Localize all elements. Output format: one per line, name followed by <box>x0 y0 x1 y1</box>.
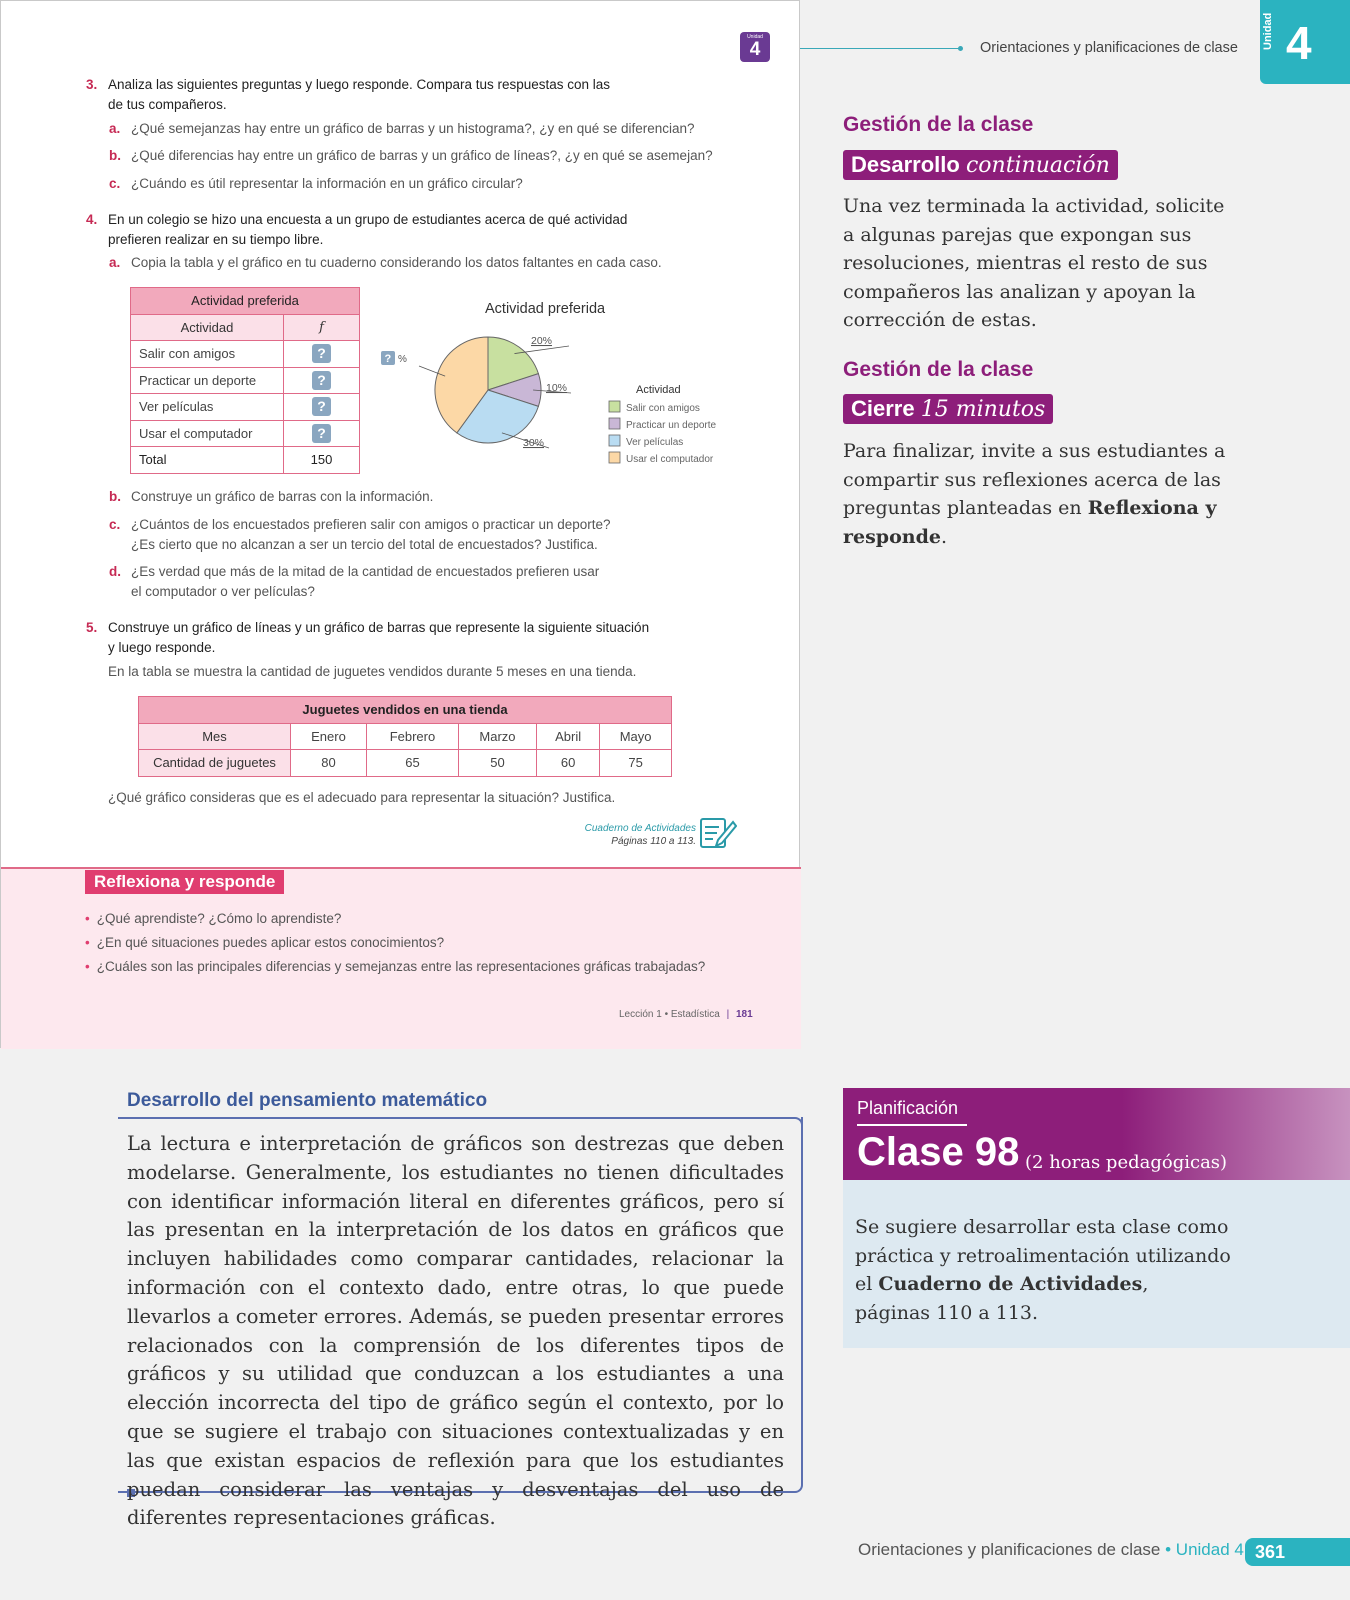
text-line: el <box>855 1273 879 1295</box>
legend-item: Salir con amigos <box>626 403 700 414</box>
development-title: Desarrollo del pensamiento matemático <box>127 1090 488 1111</box>
data-label: 30% <box>523 437 545 449</box>
footer-page-number: 361 <box>1245 1538 1350 1566</box>
activity-table <box>130 287 360 474</box>
item-letter: a. <box>109 121 121 136</box>
pill-sublabel: 15 minutos <box>920 397 1046 422</box>
question-text: Construye un gráfico de líneas y un gráfico de barras que represente la siguiente situación <box>108 620 650 635</box>
planning-body <box>843 1180 1350 1348</box>
reflect-item: • ¿Cuáles son las principales diferencias y semejanzas entre las representaciones gráficas trabajadas? <box>85 959 705 974</box>
text-line: compañeros las analizan y apoyan la <box>843 280 1196 303</box>
reflect-section <box>1 867 801 1049</box>
item-letter: c. <box>109 517 121 532</box>
cuaderno-reference <box>561 822 696 848</box>
unknown-value-mark: ? <box>384 353 392 365</box>
class-number: Clase 98 <box>857 1130 1020 1174</box>
table-row <box>131 367 360 394</box>
page-number: 181 <box>735 1009 753 1020</box>
legend-item: Ver películas <box>626 437 684 448</box>
table-header: Mes <box>139 723 291 750</box>
table-row <box>139 750 672 777</box>
pill-sublabel: continuación <box>965 153 1110 178</box>
text-bold: Reflexiona y <box>1087 497 1217 519</box>
unknown-value-icon: ? <box>312 397 331 416</box>
reflect-item: • ¿Qué aprendiste? ¿Cómo lo aprendiste? <box>85 911 341 926</box>
item-text: Copia la tabla y el gráfico en tu cuaderno considerando los datos faltantes en cada caso. <box>131 255 662 270</box>
item-text: el computador o ver películas? <box>131 584 315 599</box>
table-row <box>131 420 360 447</box>
table-header: Actividad <box>131 314 284 341</box>
question-text: En un colegio se hizo una encuesta a un grupo de estudiantes acerca de qué actividad <box>108 212 628 227</box>
question-number: 5. <box>86 620 98 635</box>
cuaderno-pages: Páginas 110 a 113. <box>611 836 696 847</box>
table-cell: Salir con amigos <box>131 341 284 368</box>
table-row <box>131 341 360 368</box>
unknown-percent-label <box>381 351 407 365</box>
header-dot <box>958 46 963 51</box>
header-rule <box>800 48 960 49</box>
text-line: práctica y retroalimentación utilizando <box>855 1244 1231 1267</box>
item-text: ¿Qué diferencias hay entre un gráfico de barras y un gráfico de líneas?, ¿y en qué se asemejan? <box>131 148 713 163</box>
table-cell: Total <box>131 447 284 474</box>
text-line: corrección de estas. <box>843 309 1037 331</box>
page-footer: Lección 1 • Estadística | 181 <box>619 1009 753 1020</box>
unknown-value-icon: ? <box>312 424 331 443</box>
table-cell: Febrero <box>367 723 459 750</box>
pill-label: Cierre <box>851 396 915 421</box>
question-5-intro: En la tabla se muestra la cantidad de juguetes vendidos durante 5 meses en una tienda. <box>108 664 637 679</box>
toys-table <box>138 696 672 777</box>
lesson-label: Lección 1 • Estadística <box>619 1009 720 1020</box>
question-4a <box>109 253 662 273</box>
table-cell: Abril <box>537 723 600 750</box>
table-row <box>131 447 360 474</box>
text-line: Para finalizar, invite a sus estudiantes a <box>843 440 1226 462</box>
table-cell: Mayo <box>600 723 672 750</box>
question-text: y luego responde. <box>108 640 216 655</box>
legend-swatch <box>609 401 620 412</box>
planning-rule <box>857 1124 967 1126</box>
legend-item: Practicar un deporte <box>626 420 717 431</box>
section-title: Gestión de la clase <box>843 113 1034 136</box>
text-line: páginas 110 a 113. <box>855 1301 1039 1324</box>
question-4c <box>109 515 611 555</box>
reflect-title: Reflexiona y responde <box>85 870 284 894</box>
table-row <box>139 723 672 750</box>
closing-text <box>843 437 1283 551</box>
legend-swatch <box>609 452 620 463</box>
question-3a <box>109 119 695 139</box>
notebook-pencil-icon <box>699 816 737 850</box>
reflect-item: • ¿En qué situaciones puedes aplicar estos conocimientos? <box>85 935 444 950</box>
table-header: f <box>284 314 360 341</box>
item-text: ¿Cuántos de los encuestados prefieren salir con amigos o practicar un deporte? <box>131 517 611 532</box>
header-title: Orientaciones y planificaciones de clase <box>980 40 1238 56</box>
data-label: 10% <box>546 382 568 394</box>
question-5 <box>86 618 768 658</box>
footer <box>858 1540 1244 1560</box>
text-line: compartir sus reflexiones acerca de las <box>843 468 1221 491</box>
table-cell: 75 <box>600 750 672 777</box>
pie-chart <box>381 296 721 486</box>
student-page <box>0 0 800 1048</box>
question-3b <box>109 146 713 166</box>
data-label: 20% <box>531 335 553 347</box>
item-text: ¿Cuándo es útil representar la información en un gráfico circular? <box>131 176 523 191</box>
unknown-value-icon: ? <box>312 371 331 390</box>
development-pill <box>843 150 1118 180</box>
text-line: . <box>940 525 947 548</box>
table-cell: 80 <box>291 750 367 777</box>
item-letter: b. <box>109 489 121 504</box>
unknown-value-icon: ? <box>312 344 331 363</box>
table-cell: Ver películas <box>131 394 284 421</box>
unit-tab-label: Unidad <box>1262 12 1274 50</box>
table-row <box>131 394 360 421</box>
item-text: ¿Qué semejanzas hay entre un gráfico de barras y un histograma?, ¿y en qué se diferencian? <box>131 121 695 136</box>
table-cell: Usar el computador <box>131 420 284 447</box>
question-5-final: ¿Qué gráfico consideras que es el adecuado para representar la situación? Justifica. <box>108 790 616 805</box>
planning-header <box>843 1088 1350 1180</box>
question-text: Analiza las siguientes preguntas y luego responde. Compara tus respuestas con las <box>108 77 611 92</box>
unit-tab <box>1260 0 1350 84</box>
text-line: , <box>1142 1273 1149 1295</box>
item-text: ¿Es cierto que no alcanzan a ser un tercio del total de encuestados? Justifica. <box>131 537 598 552</box>
table-cell: Marzo <box>458 723 536 750</box>
table-title: Actividad preferida <box>131 288 360 315</box>
text-line: Se sugiere desarrollar esta clase como <box>855 1216 1229 1238</box>
question-number: 4. <box>86 212 98 227</box>
footer-title: Orientaciones y planificaciones de clase <box>858 1540 1161 1559</box>
chart-title: Actividad preferida <box>485 301 606 317</box>
unit-tab-number: 4 <box>1286 17 1312 69</box>
question-number: 3. <box>86 77 98 92</box>
text-line: resoluciones, mientras el resto de sus <box>843 252 1208 274</box>
class-hours: (2 horas pedagógicas) <box>1025 1152 1228 1173</box>
item-letter: d. <box>109 564 121 579</box>
table-cell: 50 <box>458 750 536 777</box>
pill-label: Desarrollo <box>851 152 960 177</box>
question-4 <box>86 210 748 250</box>
question-4d <box>109 562 600 602</box>
question-4b <box>109 487 434 507</box>
legend-item: Usar el computador <box>626 454 714 465</box>
legend-title: Actividad <box>636 384 681 396</box>
section-title: Gestión de la clase <box>843 358 1034 381</box>
table-cell: 60 <box>537 750 600 777</box>
item-letter: b. <box>109 148 121 163</box>
question-3c <box>109 174 523 194</box>
planning-label: Planificación <box>857 1098 959 1118</box>
text-line: a algunas parejas que expongan sus <box>843 223 1192 246</box>
table-cell: 65 <box>367 750 459 777</box>
question-3 <box>86 75 748 115</box>
development-text: La lectura e interpretación de gráficos son destrezas que deben modelarse. Generalmente, los estudiantes no tienen dificultades con identificar información literal en diferentes gráficos, pero sí las presentan en la interpretación de los datos en gráficos que incluyen habilidades como comparar cantidades, relacionar la información con el contexto dado, entre otras, lo que puede llevarlos a cometer errores. Además, se pueden presentar errores relacionados con la comprensión de los diferentes tipos de gráficos y su utilidad que conduzcan a los estudiantes a una elección incorrecta del tipo de gráfico según el contexto, por lo que se sugiere el trabajo con situaciones contextualizadas y en las que existan espacios de reflexión para que los estudiantes puedan considerar las ventajas y desventajas del uso de diferentes representaciones gráficas. <box>127 1132 784 1530</box>
item-letter: a. <box>109 255 121 270</box>
unit-badge <box>740 32 770 62</box>
question-text: prefieren realizar en su tiempo libre. <box>108 232 324 247</box>
development-text <box>843 192 1263 335</box>
planning-text <box>855 1213 1335 1327</box>
footer-separator: • <box>1160 1540 1176 1559</box>
item-letter: c. <box>109 176 121 191</box>
table-cell: 150 <box>284 447 360 474</box>
closing-pill <box>843 394 1053 424</box>
legend-swatch <box>609 418 620 429</box>
unit-badge-number: 4 <box>749 39 761 60</box>
text-bold: responde <box>843 525 941 548</box>
text-line: Una vez terminada la actividad, solicite <box>843 195 1225 217</box>
text-line: preguntas planteadas en <box>843 497 1088 519</box>
table-cell: Practicar un deporte <box>131 367 284 394</box>
item-text: ¿Es verdad que más de la mitad de la cantidad de encuestados prefieren usar <box>131 564 600 579</box>
percent-sign: % <box>398 354 407 365</box>
table-header: Cantidad de juguetes <box>139 750 291 777</box>
text-bold: Cuaderno de Actividades <box>878 1273 1143 1295</box>
table-title: Juguetes vendidos en una tienda <box>139 697 672 724</box>
item-text: Construye un gráfico de barras con la información. <box>131 489 434 504</box>
legend-swatch <box>609 435 620 446</box>
cuaderno-title: Cuaderno de Actividades <box>584 823 696 834</box>
footer-unit: Unidad 4 <box>1175 1540 1244 1559</box>
table-cell: Enero <box>291 723 367 750</box>
question-text: de tus compañeros. <box>108 97 227 112</box>
unit-badge-label: Unidad <box>747 34 763 40</box>
